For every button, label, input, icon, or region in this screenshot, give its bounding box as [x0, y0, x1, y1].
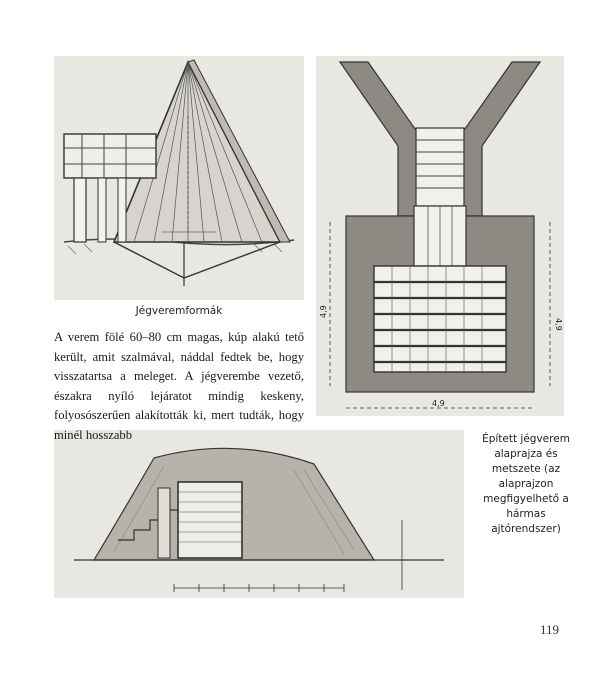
body-paragraph: A verem fölé 60–80 cm magas, kúp alakú tető került, amit szalmával, náddal fedtek be, hogy visszatartsa a meleget. A jégverembe vezető, északra nyíló lejáratot mindig keskeny, folyosószerűen alakították ki, mert tudták, hogy minél hosszabb [54, 330, 304, 442]
plan-dimension-bottom: 4,9 [432, 399, 445, 408]
page-number: 119 [540, 622, 560, 637]
plan-dimension-right: 4,9 [554, 318, 563, 331]
built-ice-pit-section-figure [54, 430, 464, 598]
built-ice-pit-caption: Épített jégverem alaprajza és metszete (az alaprajzon megfigyelhető a hármas ajtórendszer) [482, 433, 570, 535]
ice-pit-forms-caption: Jégveremformák [135, 305, 223, 317]
built-ice-pit-plan-drawing [316, 56, 564, 416]
built-ice-pit-section-drawing [54, 430, 464, 598]
ice-pit-forms-figure [54, 56, 304, 300]
plan-dimension-left: 4,9 [319, 305, 328, 318]
ice-pit-forms-drawing [54, 56, 304, 300]
built-ice-pit-plan-figure [316, 56, 564, 416]
